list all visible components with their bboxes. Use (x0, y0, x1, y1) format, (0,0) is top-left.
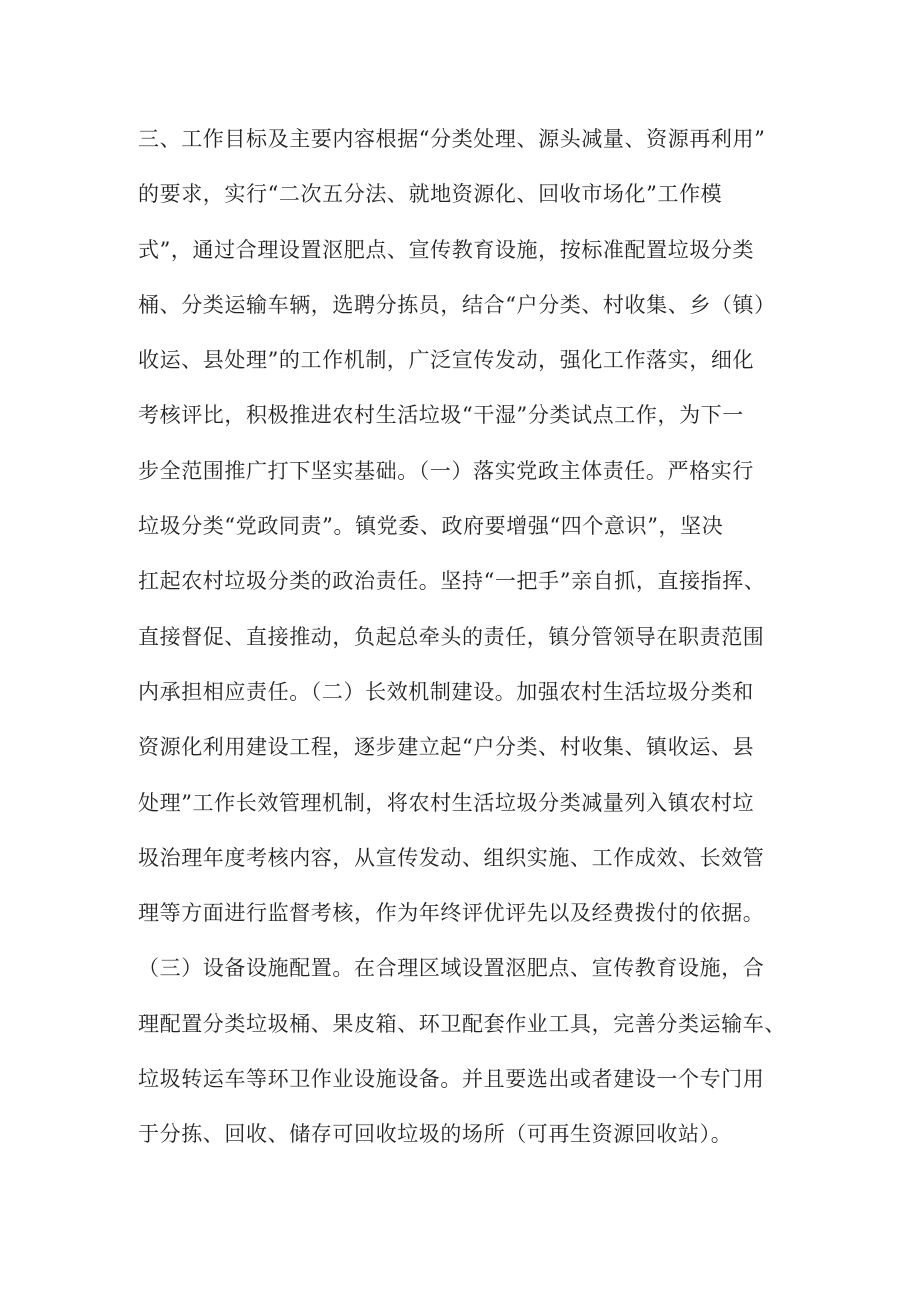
text-line: 三、工作目标及主要内容根据“分类处理、源头减量、资源再利用” (138, 127, 766, 151)
text-line: 垃圾分类“党政同责”。镇党委、政府要增强“四个意识”，坚决 (138, 514, 724, 539)
text-line: 直接督促、直接推动，负起总牵头的责任，镇分管领导在职责范围 (138, 624, 765, 649)
text-line: 垃圾转运车等环卫作业设施设备。并且要选出或者建设一个专门用 (138, 1067, 765, 1092)
text-line: 步全范围推广打下坚实基础。（一）落实党政主体责任。严格实行 (138, 458, 754, 483)
text-line: 资源化利用建设工程，逐步建立起“户分类、村收集、镇收运、县 (138, 735, 755, 760)
text-line: 扛起农村垃圾分类的政治责任。坚持“一把手”亲自抓，直接指挥、 (138, 569, 766, 594)
text-line: 理配置分类垃圾桶、果皮箱、环卫配套作业工具，完善分类运输车、 (138, 1011, 786, 1036)
text-line: 理等方面进行监督考核，作为年终评优评先以及经费拨付的依据。 (138, 901, 765, 926)
text-line: 圾治理年度考核内容，从宣传发动、组织实施、工作成效、长效管 (138, 845, 765, 870)
text-line: （三）设备设施配置。在合理区域设置沤肥点、宣传教育设施，合 (138, 956, 765, 981)
text-line: 式”，通过合理设置沤肥点、宣传教育设施，按标准配置垃圾分类 (138, 237, 755, 262)
text-line: 的要求，实行“二次五分法、就地资源化、回收市场化”工作模 (138, 182, 723, 207)
text-line: 收运、县处理”的工作机制，广泛宣传发动，强化工作落实，细化 (138, 348, 755, 373)
body-text (138, 122, 818, 1173)
text-line: 内承担相应责任。（二）长效机制建设。加强农村生活垃圾分类和 (138, 679, 754, 704)
text-line: 于分拣、回收、储存可回收垃圾的场所（可再生资源回收站）。 (138, 1122, 733, 1147)
text-line: 处理”工作长效管理机制，将农村生活垃圾分类减量列入镇农村垃 (138, 790, 755, 815)
text-line: 考核评比，积极推进农村生活垃圾“干湿”分类试点工作，为下一 (138, 403, 744, 428)
text-line: 桶、分类运输车辆，选聘分拣员，结合“户分类、村收集、乡（镇） (138, 292, 776, 317)
